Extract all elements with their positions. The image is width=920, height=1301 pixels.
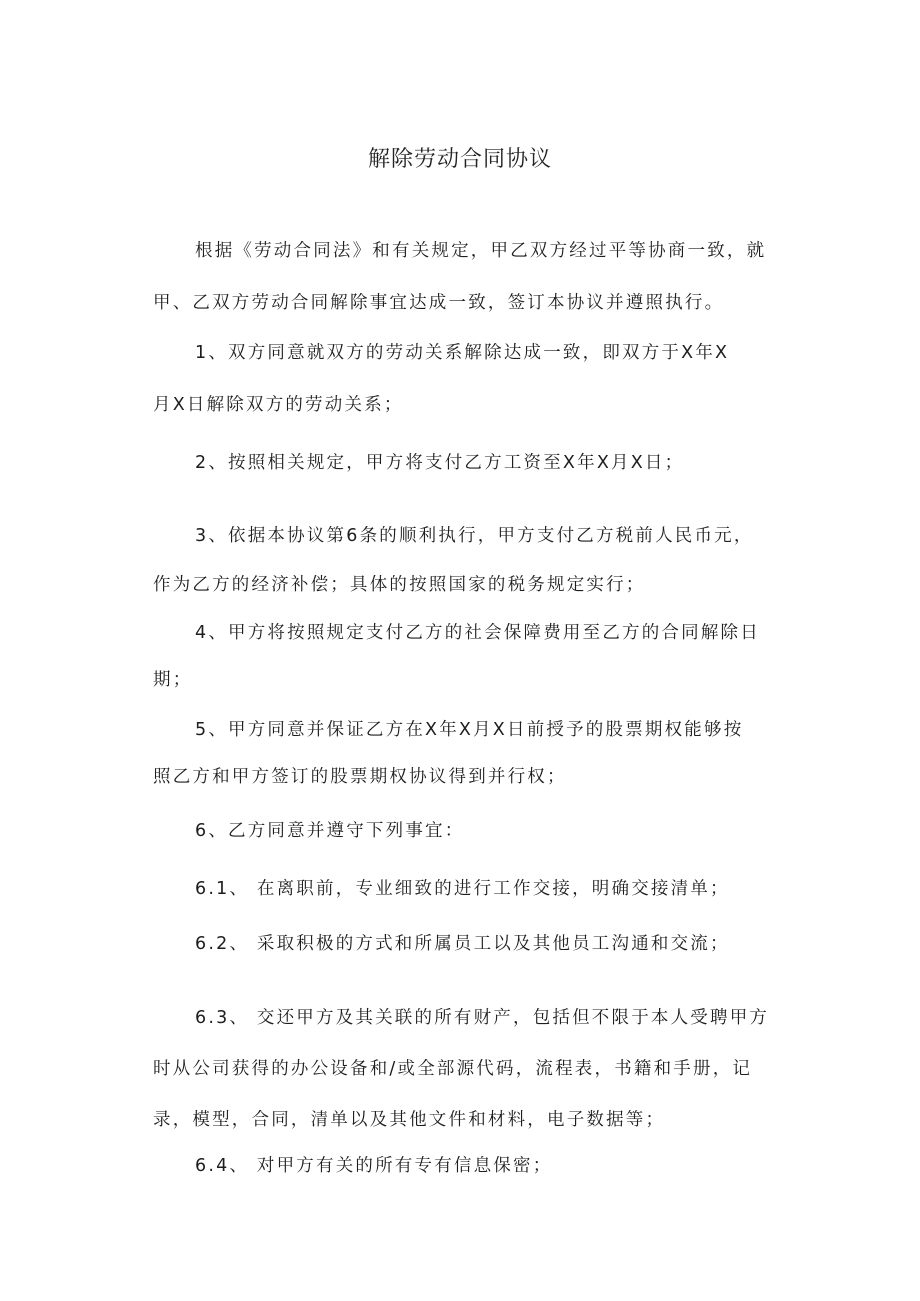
paragraph-line: 6.4、 对甲方有关的所有专有信息保密； bbox=[195, 1156, 553, 1176]
paragraph-line: 6、乙方同意并遵守下列事宜： bbox=[195, 821, 465, 841]
paragraph-line: 2、按照相关规定，甲方将支付乙方工资至X年X月X日； bbox=[195, 453, 685, 473]
paragraph-intro bbox=[153, 238, 773, 316]
paragraph-line: 3、依据本协议第6条的顺利执行，甲方支付乙方税前人民币元， bbox=[195, 526, 754, 546]
paragraph-line: 4、甲方将按照规定支付乙方的社会保障费用至乙方的合同解除日 bbox=[195, 623, 760, 643]
clause-4 bbox=[153, 620, 773, 693]
clause-3 bbox=[153, 523, 773, 598]
paragraph-line: 月X日解除双方的劳动关系； bbox=[153, 395, 404, 415]
paragraph-line: 5、甲方同意并保证乙方在X年X月X日前授予的股票期权能够按 bbox=[195, 720, 744, 740]
paragraph-line: 6.3、 交还甲方及其关联的所有财产，包括但不限于本人受聘甲方 bbox=[195, 1008, 770, 1028]
clause-6-3 bbox=[153, 1005, 773, 1133]
paragraph-line: 录，模型，合同，清单以及其他文件和材料，电子数据等； bbox=[153, 1110, 666, 1130]
clause-1 bbox=[153, 340, 773, 418]
paragraph-line: 作为乙方的经济补偿；具体的按照国家的税务规定实行； bbox=[153, 575, 646, 595]
paragraph-line: 甲、乙双方劳动合同解除事宜达成一致，签订本协议并遵照执行。 bbox=[153, 293, 725, 313]
paragraph-line: 6.2、 采取积极的方式和所属员工以及其他员工沟通和交流； bbox=[195, 934, 730, 954]
document-title: 解除劳动合同协议 bbox=[367, 147, 552, 172]
clause-6-2 bbox=[153, 931, 773, 957]
paragraph-line: 根据《劳动合同法》和有关规定，甲乙双方经过平等协商一致，就 bbox=[195, 241, 767, 261]
paragraph-line: 6.1、 在离职前，专业细致的进行工作交接，明确交接清单； bbox=[195, 879, 730, 899]
clause-6 bbox=[153, 818, 773, 844]
paragraph-line: 照乙方和甲方签订的股票期权协议得到并行权； bbox=[153, 767, 567, 787]
clause-2 bbox=[153, 450, 773, 476]
paragraph-line: 时从公司获得的办公设备和/或全部源代码，流程表，书籍和手册，记 bbox=[153, 1059, 753, 1079]
clause-5 bbox=[153, 717, 773, 790]
clause-6-4 bbox=[153, 1153, 773, 1179]
clause-6-1 bbox=[153, 876, 773, 902]
paragraph-line: 期； bbox=[153, 670, 193, 690]
paragraph-line: 1、双方同意就双方的劳动关系解除达成一致，即双方于X年X bbox=[195, 343, 730, 363]
